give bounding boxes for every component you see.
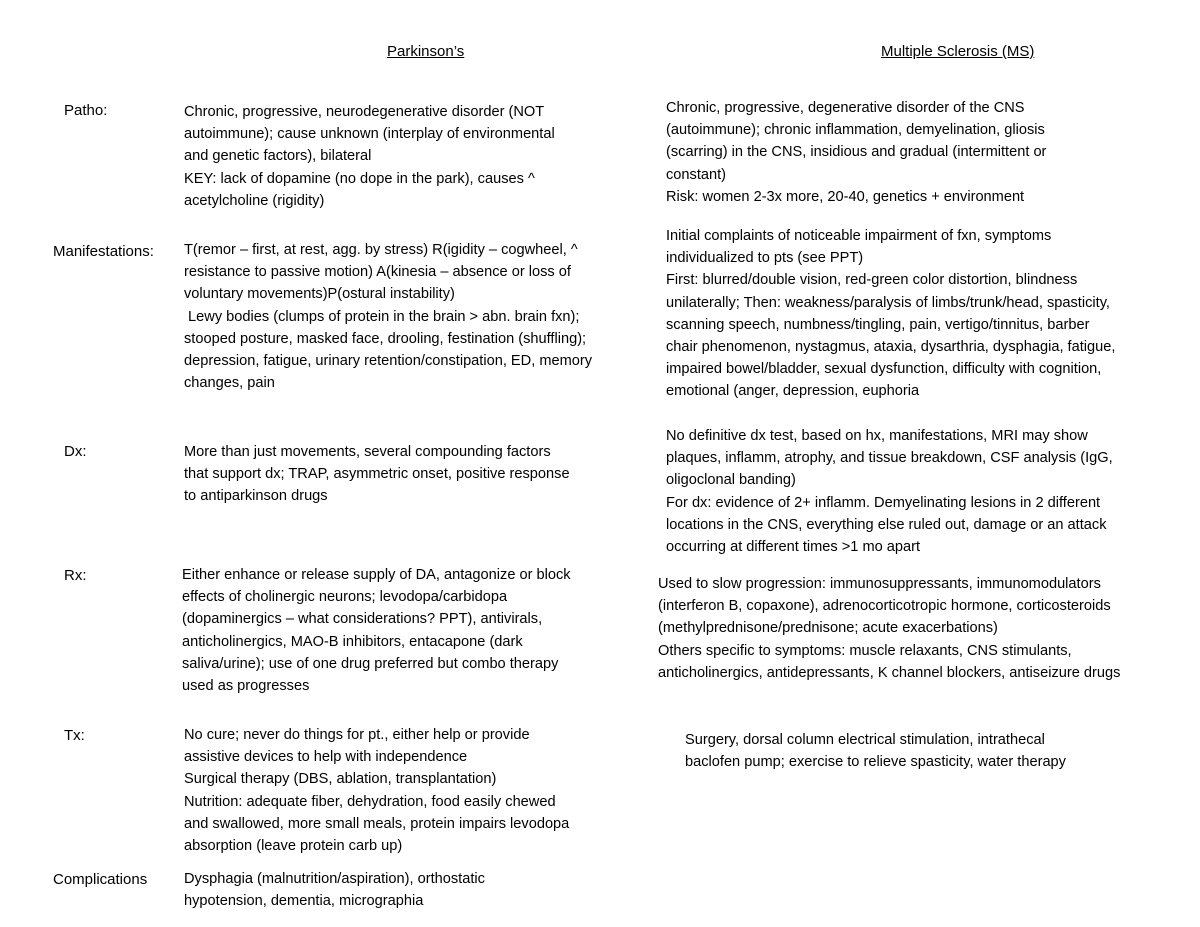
text-line: occurring at different times >1 mo apart	[666, 539, 921, 556]
text-line: oligoclonal banding)	[666, 472, 796, 489]
text-line: Others specific to symptoms: muscle relaxants, CNS stimulants,	[658, 642, 1072, 659]
text-line: that support dx; TRAP, asymmetric onset, positive response	[184, 466, 570, 483]
text-line: hypotension, dementia, micrographia	[184, 893, 424, 910]
parkinsons-header: Parkinson’s	[387, 43, 465, 60]
row-label-rx: Rx:	[64, 567, 87, 584]
parkinsons-rx-text	[182, 564, 571, 697]
text-line: voluntary movements)P(ostural instability)	[184, 286, 455, 303]
row-label-dx: Dx:	[64, 443, 87, 460]
text-line: locations in the CNS, everything else ruled out, damage or an attack	[666, 516, 1107, 533]
text-line: Chronic, progressive, degenerative disorder of the CNS	[666, 100, 1025, 116]
row-label-patho: Patho:	[64, 102, 108, 119]
text-line: (autoimmune); chronic inflammation, demyelination, gliosis	[666, 122, 1045, 139]
text-line: Nutrition: adequate fiber, dehydration, food easily chewed	[184, 793, 556, 810]
text-line: autoimmune); cause unknown (interplay of environmental	[184, 126, 555, 143]
text-line: No definitive dx test, based on hx, manifestations, MRI may show	[666, 428, 1088, 444]
parkinsons-manifestations-text	[184, 239, 656, 394]
text-line: stooped posture, masked face, drooling, festination (shuffling);	[184, 330, 587, 347]
text-line: More than just movements, several compounding factors	[184, 444, 551, 460]
text-line: saliva/urine); use of one drug preferred but combo therapy	[182, 655, 559, 672]
text-line: Risk: women 2-3x more, 20-40, genetics + environment	[666, 188, 1025, 205]
text-line: Dysphagia (malnutrition/aspiration), orthostatic	[184, 871, 485, 887]
text-line: constant)	[666, 166, 727, 183]
parkinsons-dx-text	[184, 441, 570, 508]
text-line: anticholinergics, antidepressants, K channel blockers, antiseizure drugs	[658, 664, 1121, 681]
text-line: Surgery, dorsal column electrical stimulation, intrathecal	[685, 732, 1045, 748]
ms-header: Multiple Sclerosis (MS)	[881, 43, 1035, 60]
parkinsons-complications-text	[184, 868, 485, 912]
text-line: emotional (anger, depression, euphoria	[666, 383, 920, 400]
text-line: (scarring) in the CNS, insidious and gradual (intermittent or	[666, 144, 1047, 161]
text-line: Chronic, progressive, neurodegenerative disorder (NOT	[184, 104, 545, 120]
text-line: KEY: lack of dopamine (no dope in the park), causes ^	[184, 170, 535, 187]
parkinsons-patho-text	[184, 101, 555, 212]
text-line: changes, pain	[184, 375, 275, 392]
text-line: anticholinergics, MAO-B inhibitors, entacapone (dark	[182, 633, 523, 650]
ms-manifestations-text	[666, 225, 1115, 403]
text-line: Initial complaints of noticeable impairment of fxn, symptoms	[666, 228, 1052, 244]
text-line: to antiparkinson drugs	[184, 488, 328, 505]
text-line: (dopaminergics – what considerations? PPT), antivirals,	[182, 611, 543, 628]
text-line: First: blurred/double vision, red-green color distortion, blindness	[666, 272, 1078, 289]
row-label-manifestations: Manifestations:	[53, 243, 154, 260]
text-line: and swallowed, more small meals, protein impairs levodopa	[184, 815, 570, 832]
text-line: Lewy bodies (clumps of protein in the brain > abn. brain fxn);	[184, 308, 580, 325]
text-line: Used to slow progression: immunosuppressants, immunomodulators	[658, 576, 1101, 592]
text-line: absorption (leave protein carb up)	[184, 838, 403, 855]
parkinsons-tx-text	[184, 724, 569, 857]
text-line: acetylcholine (rigidity)	[184, 192, 325, 209]
ms-rx-text	[658, 573, 1120, 684]
row-label-complications: Complications	[53, 871, 148, 888]
text-line: Either enhance or release supply of DA, antagonize or block	[182, 567, 571, 583]
text-line: For dx: evidence of 2+ inflamm. Demyelinating lesions in 2 different	[666, 494, 1101, 511]
text-line: unilaterally; Then: weakness/paralysis of limbs/trunk/head, spasticity,	[666, 294, 1110, 311]
ms-tx-text	[685, 729, 1066, 773]
ms-patho-text	[666, 97, 1046, 208]
text-line: scanning speech, numbness/tingling, pain, vertigo/tinnitus, barber	[666, 316, 1090, 333]
text-line: depression, fatigue, urinary retention/constipation, ED, memory	[184, 353, 593, 370]
ms-dx-text	[666, 425, 1113, 558]
text-line: used as progresses	[182, 678, 310, 695]
text-line: (methylprednisone/prednisone; acute exacerbations)	[658, 620, 998, 637]
text-line: T(remor – first, at rest, agg. by stress) R(igidity – cogwheel, ^	[184, 242, 578, 258]
text-line: chair phenomenon, nystagmus, ataxia, dysarthria, dysphagia, fatigue,	[666, 339, 1116, 356]
text-line: No cure; never do things for pt., either help or provide	[184, 727, 530, 743]
text-line: Surgical therapy (DBS, ablation, transplantation)	[184, 771, 497, 788]
text-line: and genetic factors), bilateral	[184, 148, 372, 165]
text-line: resistance to passive motion) A(kinesia – absence or loss of	[184, 264, 571, 281]
text-line: baclofen pump; exercise to relieve spasticity, water therapy	[685, 754, 1066, 771]
text-line: (interferon B, copaxone), adrenocorticotropic hormone, corticosteroids	[658, 598, 1111, 615]
text-line: individualized to pts (see PPT)	[666, 250, 864, 267]
text-line: plaques, inflamm, atrophy, and tissue breakdown, CSF analysis (IgG,	[666, 450, 1113, 467]
text-line: impaired bowel/bladder, sexual dysfunction, difficulty with cognition,	[666, 361, 1102, 378]
row-label-tx: Tx:	[64, 727, 85, 744]
text-line: effects of cholinergic neurons; levodopa/carbidopa	[182, 589, 508, 606]
text-line: assistive devices to help with independence	[184, 749, 468, 766]
